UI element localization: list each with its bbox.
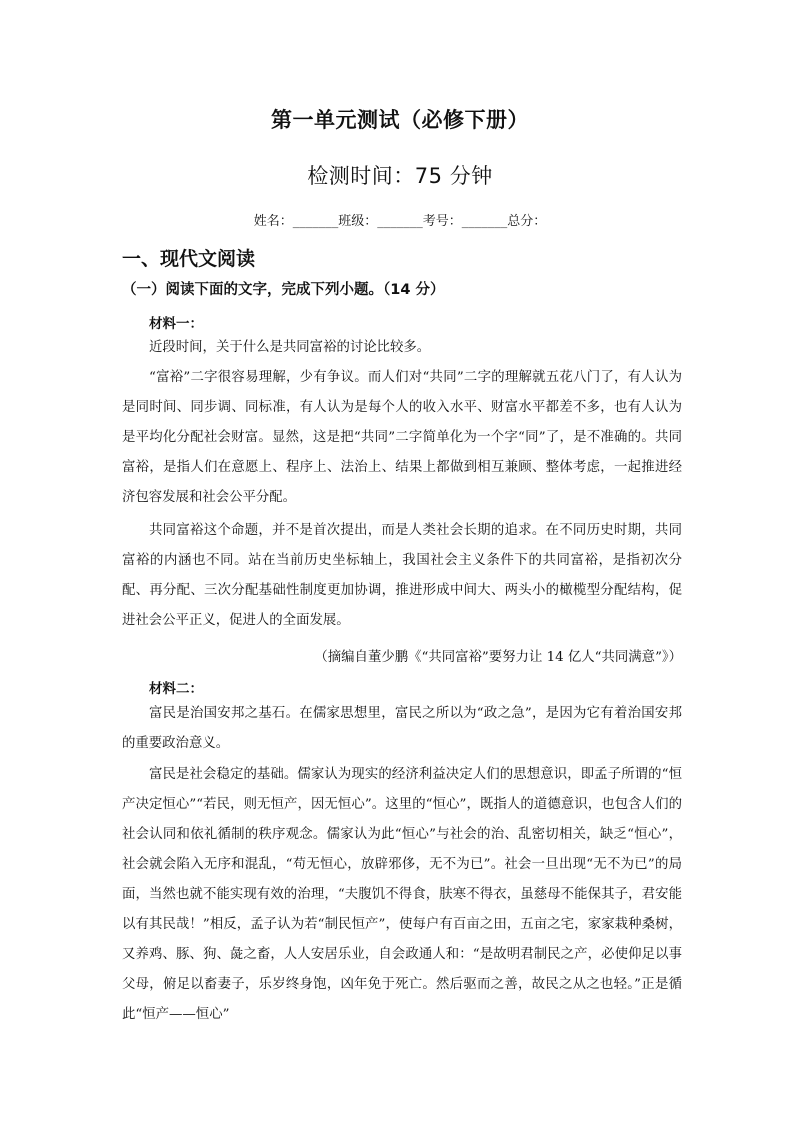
page-title: 第一单元测试（必修下册） bbox=[271, 108, 529, 132]
material2-label: 材料二： bbox=[149, 681, 203, 697]
page-subtitle: 检测时间：75 分钟 bbox=[307, 164, 493, 188]
material1-label: 材料一： bbox=[149, 316, 203, 332]
material2-paragraph-2: 富民是社会稳定的基础。儒家认为现实的经济利益决定人们的思想意识，即孟子所谓的“恒产决定恒心”“若民，则无恒产，因无恒心”。这里的“恒心”，既指人的道德意识，也包含人们的社会认同和依礼循制的秩序观念。儒家认为此“恒心”与社会的治、乱密切相关，缺乏“恒心”，社会就会陷入无序和混乱，“苟无恒心，放辟邪侈，无不为已”。社会一旦出现“无不为已”的局面，当然也就不能实现有效的治理，“夫腹饥不得食，肤寒不得衣，虽慈母不能保其子，君安能以有其民哉！”相反，孟子认为若“制民恒产”，使每户有百亩之田，五亩之宅，家家栽种桑树，又养鸡、豚、狗、彘之畜，人人安居乐业，自会政通人和：“是故明君制民之产，必使仰足以事父母，俯足以畜妻子，乐岁终身饱，凶年免于死亡。然后驱而之善，故民之从之也轻。”正是循此“恒产——恒心” bbox=[122, 767, 682, 1022]
material1-paragraph-1: 近段时间，关于什么是共同富裕的讨论比较多。 bbox=[149, 340, 431, 355]
material1-paragraph-3: 共同富裕这个命题，并不是首次提出，而是人类社会长期的追求。在不同历史时期，共同富裕的内涵也不同。站在当前历史坐标轴上，我国社会主义条件下的共同富裕，是指初次分配、再分配、三次分配基础性制度更加协调，推进形成中间大、两头小的橄榄型分配结构，促进社会公平正义，促进人的全面发展。 bbox=[122, 523, 682, 628]
material1-paragraph-2: “富裕”二字很容易理解，少有争议。而人们对“共同”二字的理解就五花八门了，有人认为是同时间、同步调、同标准，有人认为是每个人的收入水平、财富水平都差不多，也有人认为是平均化分配社会财富。显然，这是把“共同”二字简单化为一个字“同”了，是不准确的。共同富裕，是指人们在意愿上、程序上、法治上、结果上都做到相互兼顾、整体考虑，一起推进经济包容发展和社会公平分配。 bbox=[122, 370, 682, 505]
sub-heading: （一）阅读下面的文字，完成下列小题。（14 分） bbox=[122, 282, 445, 298]
student-info-line: 姓名：_______班级：_______考号：_______总分： bbox=[253, 214, 547, 229]
material1-source: （摘编自董少鹏《“共同富裕”要努力让 14 亿人“共同满意”》） bbox=[314, 650, 682, 665]
material2-paragraph-1: 富民是治国安邦之基石。在儒家思想里，富民之所以为“政之急”，是因为它有着治国安邦的重要政治意义。 bbox=[122, 706, 682, 751]
section-heading: 一、现代文阅读 bbox=[122, 248, 256, 270]
